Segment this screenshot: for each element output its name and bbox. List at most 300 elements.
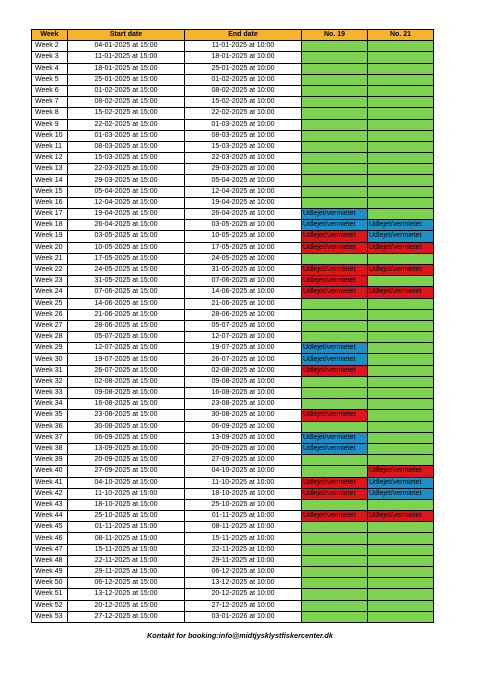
start-date-cell: 29-11-2025 at 15:00 [68,567,185,578]
start-date-cell: 30-08-2025 at 15:00 [68,421,185,432]
week-cell: Week 52 [32,600,68,611]
table-row [32,186,434,197]
no-19-status-cell [302,376,368,387]
no-21-status-cell: Udlejet/vermietet [368,287,434,298]
start-date-cell: 27-09-2025 at 15:00 [68,466,185,477]
no-21-status-cell [368,567,434,578]
no-19-status-cell [302,298,368,309]
no-21-status-cell [368,399,434,410]
end-date-cell: 26-04-2025 at 10:00 [185,209,302,220]
start-date-cell: 25-10-2025 at 15:00 [68,511,185,522]
week-cell: Week 14 [32,175,68,186]
start-date-cell: 29-03-2025 at 15:00 [68,175,185,186]
week-cell: Week 19 [32,231,68,242]
week-cell: Week 41 [32,477,68,488]
end-date-cell: 28-06-2025 at 10:00 [185,309,302,320]
start-date-cell: 06-12-2025 at 15:00 [68,578,185,589]
start-date-cell: 22-11-2025 at 15:00 [68,555,185,566]
week-cell: Week 31 [32,365,68,376]
no-21-status-cell: Udlejet/vermietet [368,466,434,477]
table-row [32,74,434,85]
start-date-cell: 18-10-2025 at 15:00 [68,499,185,510]
week-cell: Week 16 [32,197,68,208]
no-19-status-cell: Udlejet/vermietet [302,410,368,421]
week-cell: Week 32 [32,376,68,387]
no-21-status-cell [368,119,434,130]
no-21-status-cell: Udlejet/vermietet [368,477,434,488]
end-date-cell: 05-04-2025 at 10:00 [185,175,302,186]
no-21-status-cell [368,578,434,589]
no-19-status-cell [302,611,368,622]
week-cell: Week 49 [32,567,68,578]
header-row [32,30,434,41]
table-row [32,242,434,253]
no-19-status-cell: Udlejet/vermietet [302,354,368,365]
no-21-status-cell: Udlejet/vermietet [368,220,434,231]
start-date-cell: 22-03-2025 at 15:00 [68,164,185,175]
no-19-status-cell [302,309,368,320]
no-19-status-cell [302,63,368,74]
no-21-status-cell [368,410,434,421]
table-row [32,589,434,600]
table-row [32,354,434,365]
start-date-cell: 27-12-2025 at 15:00 [68,611,185,622]
no-21-status-cell [368,209,434,220]
week-cell: Week 30 [32,354,68,365]
start-date-cell: 22-02-2025 at 15:00 [68,119,185,130]
end-date-cell: 05-07-2025 at 10:00 [185,320,302,331]
header-no-19: No. 19 [302,30,368,41]
no-21-status-cell [368,97,434,108]
table-row [32,399,434,410]
no-21-status-cell: Udlejet/vermietet [368,264,434,275]
no-19-status-cell [302,141,368,152]
no-21-status-cell [368,499,434,510]
week-cell: Week 17 [32,209,68,220]
end-date-cell: 03-01-2026 at 10:00 [185,611,302,622]
start-date-cell: 28-06-2025 at 15:00 [68,320,185,331]
no-19-status-cell [302,197,368,208]
end-date-cell: 29-11-2025 at 10:00 [185,555,302,566]
header-week: Week [32,30,68,41]
no-19-status-cell: Udlejet/vermietet [302,287,368,298]
no-21-status-cell [368,376,434,387]
no-21-status-cell [368,432,434,443]
week-cell: Week 28 [32,332,68,343]
end-date-cell: 12-07-2025 at 10:00 [185,332,302,343]
no-19-status-cell [302,466,368,477]
no-19-status-cell [302,253,368,264]
week-cell: Week 7 [32,97,68,108]
week-cell: Week 43 [32,499,68,510]
start-date-cell: 21-06-2025 at 15:00 [68,309,185,320]
no-21-status-cell [368,320,434,331]
table-row [32,85,434,96]
week-cell: Week 8 [32,108,68,119]
no-19-status-cell [302,97,368,108]
week-cell: Week 5 [32,74,68,85]
week-cell: Week 35 [32,410,68,421]
no-21-status-cell [368,555,434,566]
no-21-status-cell [368,164,434,175]
table-row [32,455,434,466]
start-date-cell: 15-11-2025 at 15:00 [68,544,185,555]
no-19-status-cell: Udlejet/vermietet [302,488,368,499]
table-row [32,511,434,522]
start-date-cell: 10-05-2025 at 15:00 [68,242,185,253]
end-date-cell: 20-09-2025 at 10:00 [185,443,302,454]
week-cell: Week 26 [32,309,68,320]
week-cell: Week 53 [32,611,68,622]
no-19-status-cell [302,153,368,164]
no-19-status-cell: Udlejet/vermietet [302,477,368,488]
no-21-status-cell: Udlejet/vermietet [368,511,434,522]
week-cell: Week 36 [32,421,68,432]
end-date-cell: 12-04-2025 at 10:00 [185,186,302,197]
table-row [32,600,434,611]
end-date-cell: 17-05-2025 at 10:00 [185,242,302,253]
table-row [32,410,434,421]
end-date-cell: 27-12-2025 at 10:00 [185,600,302,611]
no-19-status-cell [302,52,368,63]
no-21-status-cell [368,52,434,63]
no-19-status-cell: Udlejet/vermietet [302,511,368,522]
no-19-status-cell [302,74,368,85]
no-21-status-cell [368,153,434,164]
table-row [32,555,434,566]
end-date-cell: 19-04-2025 at 10:00 [185,197,302,208]
no-19-status-cell [302,578,368,589]
no-19-status-cell [302,522,368,533]
no-21-status-cell: Udlejet/vermietet [368,231,434,242]
no-21-status-cell [368,443,434,454]
table-row [32,298,434,309]
week-cell: Week 50 [32,578,68,589]
table-row [32,432,434,443]
week-cell: Week 2 [32,41,68,52]
start-date-cell: 08-02-2025 at 15:00 [68,97,185,108]
start-date-cell: 25-01-2025 at 15:00 [68,74,185,85]
end-date-cell: 19-07-2025 at 10:00 [185,343,302,354]
no-19-status-cell [302,388,368,399]
table-row [32,466,434,477]
start-date-cell: 19-07-2025 at 15:00 [68,354,185,365]
end-date-cell: 01-02-2025 at 10:00 [185,74,302,85]
table-row [32,231,434,242]
header-start-date: Start date [68,30,185,41]
week-cell: Week 21 [32,253,68,264]
end-date-cell: 06-12-2025 at 10:00 [185,567,302,578]
week-cell: Week 48 [32,555,68,566]
table-row [32,153,434,164]
end-date-cell: 06-09-2025 at 10:00 [185,421,302,432]
end-date-cell: 26-07-2025 at 10:00 [185,354,302,365]
end-date-cell: 08-02-2025 at 10:00 [185,85,302,96]
table-row [32,108,434,119]
no-21-status-cell [368,74,434,85]
table-row [32,253,434,264]
table-row [32,287,434,298]
start-date-cell: 24-05-2025 at 15:00 [68,264,185,275]
end-date-cell: 23-08-2025 at 10:00 [185,399,302,410]
start-date-cell: 18-01-2025 at 15:00 [68,63,185,74]
end-date-cell: 22-03-2025 at 10:00 [185,153,302,164]
no-21-status-cell [368,186,434,197]
table-row [32,209,434,220]
no-19-status-cell [302,85,368,96]
start-date-cell: 06-09-2025 at 15:00 [68,432,185,443]
no-21-status-cell [368,421,434,432]
no-19-status-cell [302,555,368,566]
no-21-status-cell [368,309,434,320]
no-19-status-cell [302,600,368,611]
end-date-cell: 14-06-2025 at 10:00 [185,287,302,298]
end-date-cell: 11-01-2025 at 10:00 [185,41,302,52]
table-row [32,97,434,108]
table-row [32,567,434,578]
no-19-status-cell [302,533,368,544]
start-date-cell: 01-11-2025 at 15:00 [68,522,185,533]
end-date-cell: 03-05-2025 at 10:00 [185,220,302,231]
table-row [32,376,434,387]
no-19-status-cell: Udlejet/vermietet [302,343,368,354]
week-cell: Week 24 [32,287,68,298]
no-21-status-cell [368,253,434,264]
end-date-cell: 15-02-2025 at 10:00 [185,97,302,108]
no-19-status-cell [302,164,368,175]
start-date-cell: 08-11-2025 at 15:00 [68,533,185,544]
end-date-cell: 29-03-2025 at 10:00 [185,164,302,175]
booking-table [31,29,434,623]
no-21-status-cell [368,197,434,208]
table-row [32,130,434,141]
week-cell: Week 20 [32,242,68,253]
table-row [32,320,434,331]
start-date-cell: 07-06-2025 at 15:00 [68,287,185,298]
no-19-status-cell: Udlejet/vermietet [302,264,368,275]
start-date-cell: 23-08-2025 at 15:00 [68,410,185,421]
week-cell: Week 6 [32,85,68,96]
booking-contact: Kontakt for booking:info@midtjysklystfiskercenter.dk [147,631,333,640]
week-cell: Week 29 [32,343,68,354]
end-date-cell: 22-02-2025 at 10:00 [185,108,302,119]
no-19-status-cell [302,544,368,555]
table-body [32,41,434,623]
end-date-cell: 16-08-2025 at 10:00 [185,388,302,399]
end-date-cell: 01-03-2025 at 10:00 [185,119,302,130]
table-row [32,544,434,555]
no-21-status-cell [368,611,434,622]
table-row [32,578,434,589]
no-21-status-cell [368,130,434,141]
week-cell: Week 39 [32,455,68,466]
no-19-status-cell [302,455,368,466]
end-date-cell: 10-05-2025 at 10:00 [185,231,302,242]
no-19-status-cell: Udlejet/vermietet [302,209,368,220]
table-row [32,41,434,52]
no-21-status-cell [368,365,434,376]
no-21-status-cell [368,522,434,533]
no-21-status-cell [368,276,434,287]
table-row [32,309,434,320]
start-date-cell: 14-06-2025 at 15:00 [68,298,185,309]
end-date-cell: 08-03-2025 at 10:00 [185,130,302,141]
end-date-cell: 18-01-2025 at 10:00 [185,52,302,63]
no-19-status-cell [302,567,368,578]
end-date-cell: 27-09-2025 at 10:00 [185,455,302,466]
start-date-cell: 17-05-2025 at 15:00 [68,253,185,264]
week-cell: Week 45 [32,522,68,533]
table-row [32,522,434,533]
table-row [32,175,434,186]
start-date-cell: 11-01-2025 at 15:00 [68,52,185,63]
end-date-cell: 13-09-2025 at 10:00 [185,432,302,443]
no-19-status-cell: Udlejet/vermietet [302,365,368,376]
table-row [32,141,434,152]
no-19-status-cell: Udlejet/vermietet [302,220,368,231]
week-cell: Week 12 [32,153,68,164]
start-date-cell: 20-12-2025 at 15:00 [68,600,185,611]
no-21-status-cell [368,600,434,611]
start-date-cell: 13-12-2025 at 15:00 [68,589,185,600]
end-date-cell: 25-01-2025 at 10:00 [185,63,302,74]
no-21-status-cell [368,85,434,96]
no-19-status-cell [302,421,368,432]
table-row [32,421,434,432]
week-cell: Week 15 [32,186,68,197]
end-date-cell: 15-11-2025 at 10:00 [185,533,302,544]
no-19-status-cell [302,332,368,343]
table-row [32,533,434,544]
week-cell: Week 42 [32,488,68,499]
table-row [32,365,434,376]
end-date-cell: 22-11-2025 at 10:00 [185,544,302,555]
header-no-21: No. 21 [368,30,434,41]
start-date-cell: 12-07-2025 at 15:00 [68,343,185,354]
start-date-cell: 08-03-2025 at 15:00 [68,141,185,152]
end-date-cell: 02-08-2025 at 10:00 [185,365,302,376]
start-date-cell: 05-04-2025 at 15:00 [68,186,185,197]
end-date-cell: 04-10-2025 at 10:00 [185,466,302,477]
no-21-status-cell [368,332,434,343]
end-date-cell: 15-03-2025 at 10:00 [185,141,302,152]
end-date-cell: 21-06-2025 at 10:00 [185,298,302,309]
no-19-status-cell: Udlejet/vermietet [302,231,368,242]
table-row [32,332,434,343]
week-cell: Week 18 [32,220,68,231]
no-19-status-cell: Udlejet/vermietet [302,242,368,253]
end-date-cell: 24-05-2025 at 10:00 [185,253,302,264]
start-date-cell: 03-05-2025 at 15:00 [68,231,185,242]
start-date-cell: 26-07-2025 at 15:00 [68,365,185,376]
start-date-cell: 04-10-2025 at 15:00 [68,477,185,488]
start-date-cell: 19-04-2025 at 15:00 [68,209,185,220]
no-19-status-cell [302,108,368,119]
no-21-status-cell [368,455,434,466]
table-row [32,63,434,74]
week-cell: Week 11 [32,141,68,152]
start-date-cell: 01-03-2025 at 15:00 [68,130,185,141]
no-19-status-cell [302,399,368,410]
week-cell: Week 51 [32,589,68,600]
no-19-status-cell: Udlejet/vermietet [302,432,368,443]
no-21-status-cell [368,533,434,544]
week-cell: Week 22 [32,264,68,275]
end-date-cell: 25-10-2025 at 10:00 [185,499,302,510]
week-cell: Week 44 [32,511,68,522]
week-cell: Week 25 [32,298,68,309]
no-21-status-cell [368,141,434,152]
end-date-cell: 31-05-2025 at 10:00 [185,264,302,275]
end-date-cell: 01-11-2025 at 10:00 [185,511,302,522]
table-row [32,52,434,63]
start-date-cell: 16-08-2025 at 15:00 [68,399,185,410]
table-row [32,343,434,354]
table-row [32,220,434,231]
header-end-date: End date [185,30,302,41]
start-date-cell: 13-09-2025 at 15:00 [68,443,185,454]
no-21-status-cell [368,175,434,186]
no-21-status-cell: Udlejet/vermietet [368,488,434,499]
no-21-status-cell [368,589,434,600]
start-date-cell: 09-08-2025 at 15:00 [68,388,185,399]
table-row [32,119,434,130]
week-cell: Week 47 [32,544,68,555]
week-cell: Week 40 [32,466,68,477]
no-21-status-cell [368,354,434,365]
no-19-status-cell [302,119,368,130]
table-row [32,276,434,287]
table-row [32,164,434,175]
no-19-status-cell [302,175,368,186]
week-cell: Week 46 [32,533,68,544]
end-date-cell: 07-06-2025 at 10:00 [185,276,302,287]
table-row [32,443,434,454]
no-21-status-cell [368,343,434,354]
end-date-cell: 18-10-2025 at 10:00 [185,488,302,499]
week-cell: Week 37 [32,432,68,443]
no-19-status-cell [302,320,368,331]
table-row [32,611,434,622]
table-row [32,388,434,399]
week-cell: Week 9 [32,119,68,130]
start-date-cell: 15-03-2025 at 15:00 [68,153,185,164]
no-19-status-cell [302,41,368,52]
end-date-cell: 13-12-2025 at 10:00 [185,578,302,589]
week-cell: Week 34 [32,399,68,410]
end-date-cell: 09-08-2025 at 10:00 [185,376,302,387]
table-row [32,499,434,510]
no-21-status-cell [368,63,434,74]
no-19-status-cell [302,130,368,141]
week-cell: Week 10 [32,130,68,141]
week-cell: Week 13 [32,164,68,175]
week-cell: Week 27 [32,320,68,331]
no-21-status-cell [368,298,434,309]
end-date-cell: 30-08-2025 at 10:00 [185,410,302,421]
start-date-cell: 11-10-2025 at 15:00 [68,488,185,499]
week-cell: Week 4 [32,63,68,74]
table-row [32,264,434,275]
table-row [32,488,434,499]
no-21-status-cell [368,388,434,399]
no-21-status-cell: Udlejet/vermietet [368,242,434,253]
start-date-cell: 26-04-2025 at 15:00 [68,220,185,231]
start-date-cell: 15-02-2025 at 15:00 [68,108,185,119]
start-date-cell: 31-05-2025 at 15:00 [68,276,185,287]
end-date-cell: 20-12-2025 at 10:00 [185,589,302,600]
end-date-cell: 08-11-2025 at 10:00 [185,522,302,533]
